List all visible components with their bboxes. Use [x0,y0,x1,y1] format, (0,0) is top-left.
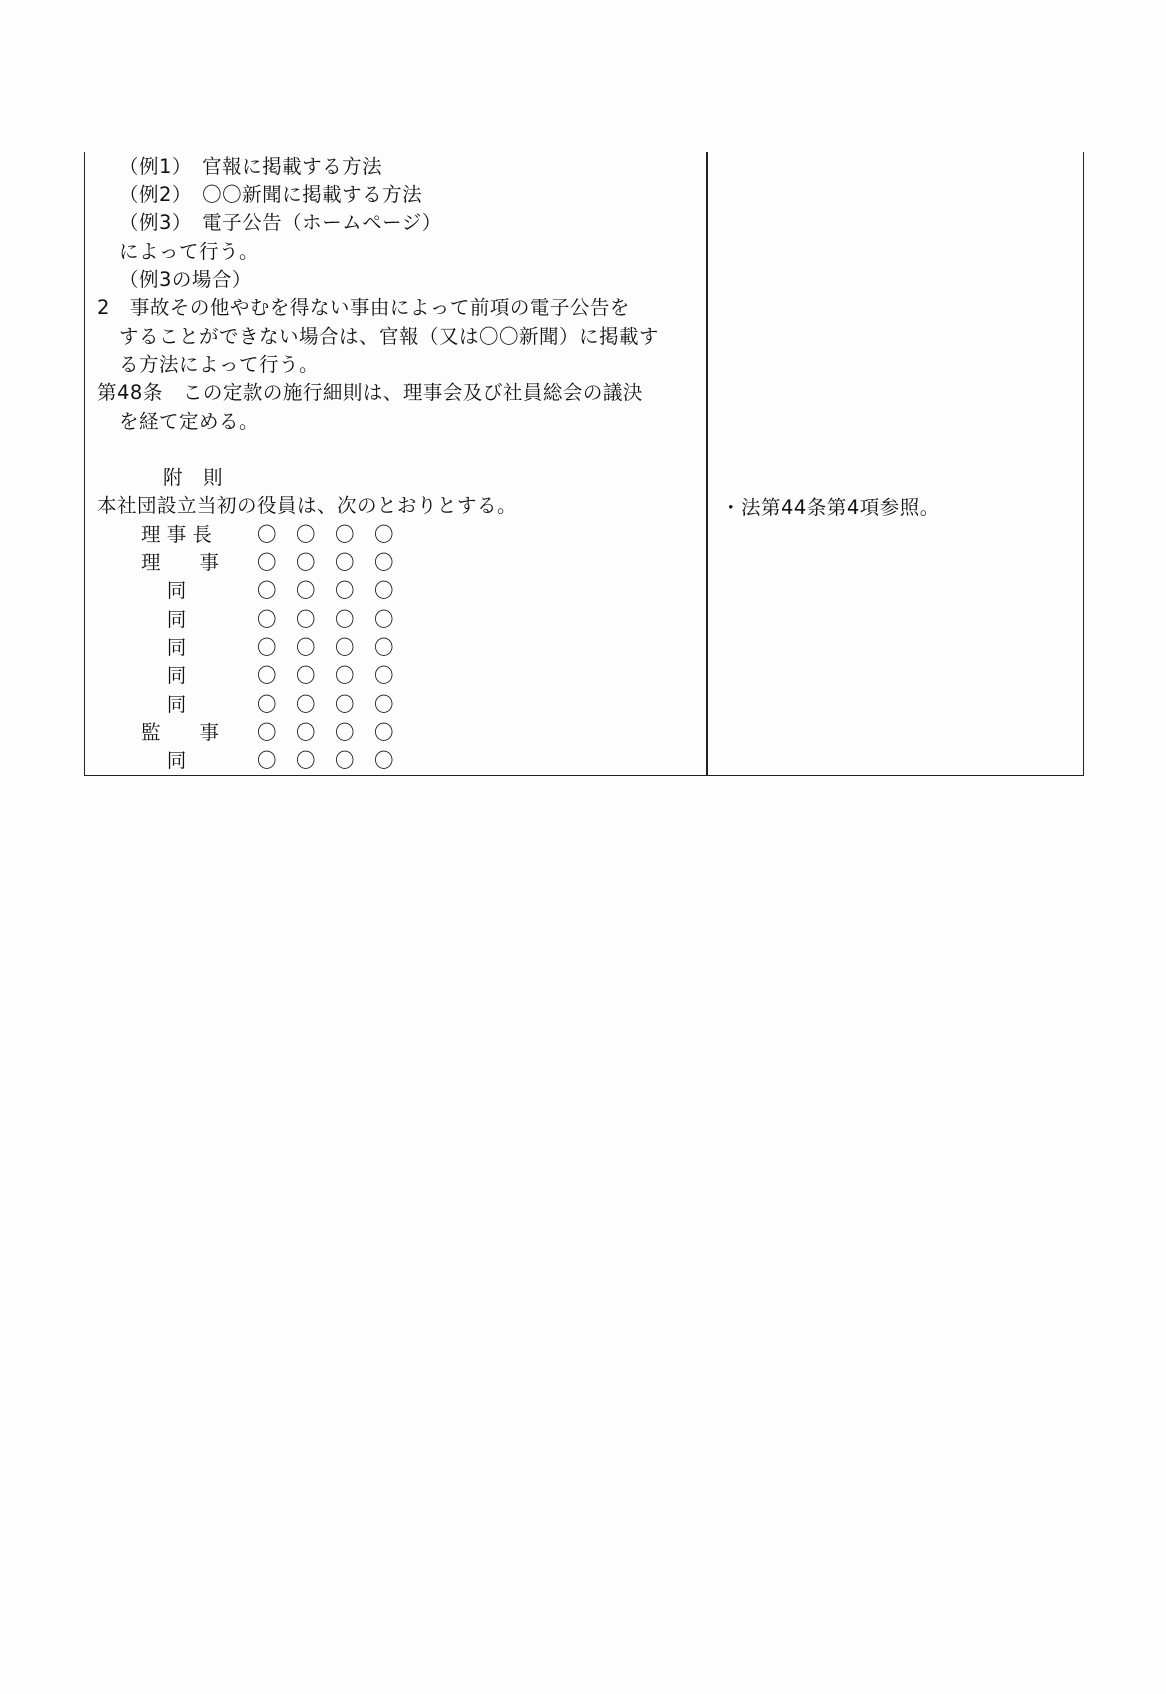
article-48-line: 第48条 この定款の施行細則は、理事会及び社員総会の議決 [97,381,643,404]
officer-names: 〇 〇 〇 〇 [257,749,394,772]
text-line: を経て定める。 [119,410,260,433]
column-divider [706,152,708,775]
text-line: （例3） 電子公告（ホームページ） [119,211,442,234]
text-line: （例1） 官報に掲載する方法 [119,155,383,178]
officer-names: 〇 〇 〇 〇 [257,579,394,602]
text-line: 2 事故その他やむを得ない事由によって前項の電子公告を [97,296,630,319]
officer-names: 〇 〇 〇 〇 [257,721,394,744]
text-line: によって行う。 [119,240,260,263]
reference-note: ・法第44条第4項参照。 [721,496,940,519]
text-line: る方法によって行う。 [119,353,320,376]
officer-names: 〇 〇 〇 〇 [257,551,394,574]
officer-title: 同 [141,664,187,687]
officer-title: 同 [141,608,187,631]
articles-table [84,152,1084,776]
text-line: （例3の場合） [119,268,252,291]
officer-title: 監 事 [141,721,220,744]
officer-names: 〇 〇 〇 〇 [257,693,394,716]
text-line: （例2） 〇〇新聞に掲載する方法 [119,183,423,206]
officer-names: 〇 〇 〇 〇 [257,608,394,631]
officer-title: 理 事 [141,551,220,574]
supplementary-provisions-heading: 附 則 [163,466,224,489]
officer-title: 同 [141,636,187,659]
officer-title: 同 [141,749,187,772]
officer-title: 理 事 長 [141,523,212,546]
officer-title: 同 [141,579,187,602]
officer-title: 同 [141,693,187,716]
officer-names: 〇 〇 〇 〇 [257,523,394,546]
text-line: することができない場合は、官報（又は〇〇新聞）に掲載す [119,325,660,348]
officer-names: 〇 〇 〇 〇 [257,664,394,687]
text-line: 本社団設立当初の役員は、次のとおりとする。 [97,494,518,517]
officer-names: 〇 〇 〇 〇 [257,636,394,659]
